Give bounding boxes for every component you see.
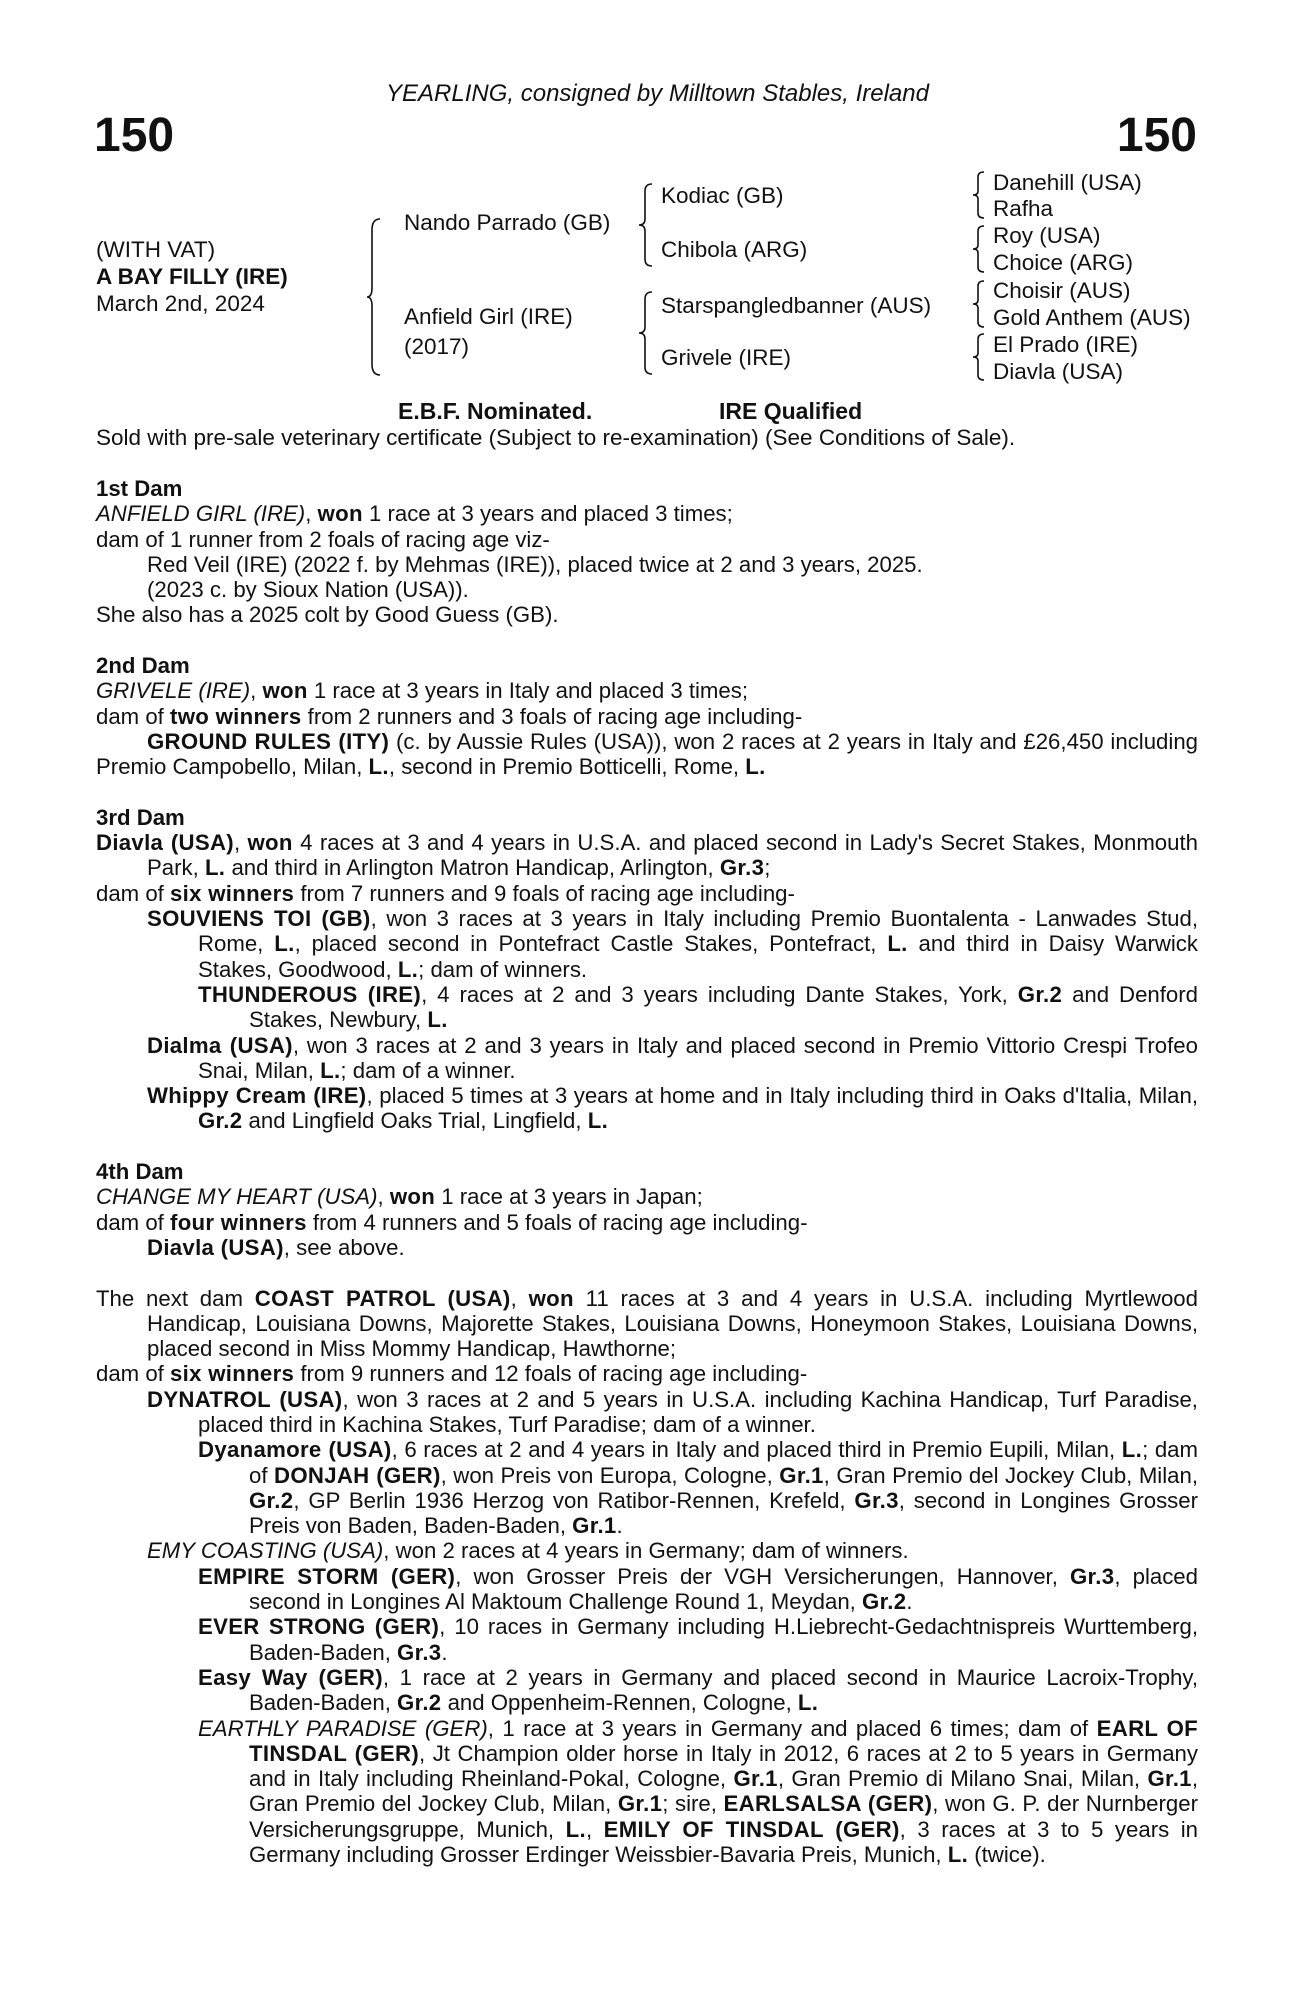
text: ;	[764, 855, 771, 881]
bold-text: won	[262, 678, 308, 704]
bold-text: L.	[587, 1108, 609, 1134]
dam-sire: Starspangledbanner (AUS)	[661, 293, 932, 318]
brace-icon	[638, 291, 654, 375]
bold-text: EMPIRE STORM (GER)	[198, 1563, 456, 1589]
italic-text: ANFIELD GIRL (IRE)	[96, 501, 306, 527]
ire-qualified-badge: IRE Qualified	[719, 398, 863, 424]
bold-text: Gr.3	[854, 1487, 899, 1513]
bold-text: won	[528, 1285, 574, 1311]
ancestor-g3: Diavla (USA)	[993, 359, 1124, 384]
pedigree-paragraph	[96, 1033, 1198, 1084]
pedigree-paragraph	[96, 982, 1198, 1033]
text: Red Veil (IRE) (2022 f. by Mehmas (IRE)), placed twice at 2 and 3 years, 2025.	[147, 551, 923, 577]
pedigree-paragraph	[96, 552, 1198, 577]
dam-section	[96, 476, 1198, 628]
text: .	[906, 1589, 913, 1615]
text: ,	[305, 501, 318, 527]
bold-text: Gr.3	[719, 855, 765, 881]
bold-text: L.	[274, 931, 295, 957]
pedigree-paragraph	[96, 1083, 1198, 1134]
text: , 1 race at 3 years in Germany and placed 6 times; dam of	[487, 1715, 1097, 1741]
text: and Oppenheim-Rennen, Cologne,	[441, 1690, 798, 1716]
text: ; dam of a winner.	[340, 1057, 516, 1083]
bold-text: Diavla (USA)	[96, 830, 234, 856]
bold-text: Gr.1	[572, 1513, 617, 1539]
pedigree-paragraph	[96, 881, 1198, 906]
text: ,	[377, 1184, 390, 1210]
text: ,	[233, 830, 248, 856]
bold-text: won	[247, 830, 293, 856]
ancestor-g3: Gold Anthem (AUS)	[993, 305, 1191, 330]
bold-text: L.	[947, 1842, 969, 1868]
text: 1 race at 3 years and placed 3 times;	[362, 501, 733, 527]
text: , 10 races in Germany including H.Liebrecht-Gedachtnispreis Wurttemberg, Baden-Baden,	[249, 1614, 1199, 1665]
bold-text: Gr.1	[779, 1462, 824, 1488]
sale-note: Sold with pre-sale veterinary certificate (Subject to re-examination) (See Conditions of Sale).	[96, 425, 1016, 450]
brace-icon	[972, 280, 986, 328]
text: , Jt Champion older horse in Italy in 2012, 6 races at 2 to 5 years in Germany and in Italy including Rheinland-Pokal, Cologne,	[249, 1740, 1198, 1792]
text: , 4 races at 2 and 3 years including Dante Stakes, York,	[421, 981, 1018, 1007]
brace-icon	[972, 225, 986, 273]
lot-number-right: 150	[1116, 109, 1197, 162]
horse-name: A BAY FILLY (IRE)	[96, 264, 288, 289]
text: The next dam	[96, 1285, 255, 1311]
ancestor-g3: Danehill (USA)	[993, 170, 1142, 195]
pedigree-paragraph	[96, 1665, 1198, 1716]
pedigree-paragraph	[96, 1387, 1198, 1438]
text: (2023 c. by Sioux Nation (USA)).	[147, 577, 469, 603]
pedigree-paragraph	[96, 527, 1198, 552]
ancestor-g3: Choisir (AUS)	[993, 278, 1131, 303]
dam: Anfield Girl (IRE)	[404, 304, 573, 329]
bold-text: EVER STRONG (GER)	[198, 1614, 440, 1640]
text: 1 race at 3 years in Italy and placed 3 times;	[307, 678, 749, 704]
italic-text: EMY COASTING (USA)	[147, 1538, 384, 1564]
italic-text: CHANGE MY HEART (USA)	[96, 1184, 378, 1210]
text: , won 2 races at 4 years in Germany; dam of winners.	[383, 1538, 909, 1564]
text: , won Preis von Europa, Cologne,	[440, 1462, 780, 1488]
bold-text: L.	[887, 931, 908, 957]
bold-text: SOUVIENS TOI (GB)	[147, 906, 371, 932]
ancestor-g3: Choice (ARG)	[993, 250, 1134, 275]
text: , won Grosser Preis der VGH Versicherungen, Hannover,	[455, 1563, 1070, 1589]
section-heading: 1st Dam	[96, 476, 183, 501]
text: from 4 runners and 5 foals of racing age including-	[306, 1209, 808, 1235]
bold-text: GROUND RULES (ITY)	[147, 728, 390, 754]
bold-text: L.	[1121, 1437, 1143, 1463]
text: 11 races at 3 and 4 years in U.S.A. including Myrtlewood Handicap, Louisiana Downs, Majorette Stakes, Louisiana Downs, Honeymoon Stakes, Louisiana Downs, placed second in Miss Mommy Handicap, Hawthorne;	[147, 1285, 1198, 1362]
bold-text: L.	[745, 754, 766, 780]
text: ,	[510, 1285, 529, 1311]
bold-text: six winners	[170, 880, 295, 906]
dam-section	[96, 1286, 1198, 1868]
bold-text: Easy Way (GER)	[198, 1664, 383, 1690]
bold-text: two winners	[170, 703, 302, 729]
dam-year: (2017)	[404, 334, 470, 359]
pedigree-paragraph	[96, 830, 1198, 881]
italic-text: GRIVELE (IRE)	[96, 678, 251, 704]
ancestor-g3: El Prado (IRE)	[993, 332, 1139, 357]
sire-dam: Chibola (ARG)	[661, 237, 808, 262]
bold-text: EARL OF TINSDAL (GER)	[249, 1715, 1198, 1766]
text: .	[616, 1513, 623, 1539]
text: , GP Berlin 1936 Herzog von Ratibor-Rennen, Krefeld,	[293, 1487, 855, 1513]
bold-text: won	[317, 501, 363, 527]
section-heading: 4th Dam	[96, 1159, 184, 1185]
text: and third in Arlington Matron Handicap, Arlington,	[225, 855, 720, 881]
pedigree-paragraph	[96, 1235, 1198, 1260]
text: from 9 runners and 12 foals of racing age including-	[294, 1361, 808, 1387]
text: dam of	[96, 703, 170, 729]
dam-section	[96, 1159, 1198, 1260]
brace-icon	[366, 218, 382, 376]
bold-text: L.	[427, 1007, 448, 1033]
text: (c. by Aussie Rules (USA)), won 2 races at 2 years in Italy and £26,450 including Premio Campobello, Milan,	[96, 728, 1199, 780]
bold-text: Gr.2	[198, 1108, 243, 1134]
text: , placed 5 times at 3 years at home and in Italy including third in Oaks d'Italia, Milan,	[366, 1083, 1198, 1109]
text: and third in Daisy Warwick Stakes, Goodwood,	[198, 931, 1198, 982]
text: ,	[585, 1816, 604, 1842]
pedigree-paragraph	[96, 678, 1198, 703]
pedigree-paragraph	[96, 602, 1198, 627]
bold-text: Whippy Cream (IRE)	[147, 1083, 367, 1109]
pedigree-paragraph	[96, 1184, 1198, 1209]
bold-text: EARLSALSA (GER)	[723, 1791, 933, 1817]
text: , placed second in Longines Al Maktoum Challenge Round 1, Meydan,	[249, 1563, 1198, 1615]
text: , won G. P. der Nurnberger Versicherungsgruppe, Munich,	[249, 1791, 1198, 1842]
bold-text: Gr.3	[1069, 1563, 1115, 1589]
bold-text: won	[389, 1184, 436, 1210]
pedigree-paragraph	[96, 1437, 1198, 1538]
text: ; dam of	[249, 1437, 1198, 1488]
pedigree-paragraph	[96, 906, 1198, 982]
ancestor-g3: Roy (USA)	[993, 223, 1101, 248]
section-heading: 3rd Dam	[96, 804, 185, 830]
bold-text: Dyanamore (USA)	[198, 1437, 392, 1463]
dam-section	[96, 805, 1198, 1134]
vat-note: (WITH VAT)	[96, 237, 216, 262]
bold-text: L.	[204, 855, 226, 881]
pedigree-paragraph	[96, 501, 1198, 526]
catalogue-body	[96, 476, 1198, 1893]
ancestor-g3: Rafha	[993, 196, 1054, 221]
pedigree-paragraph	[96, 1361, 1198, 1386]
text: ; dam of winners.	[418, 956, 588, 982]
bold-text: L.	[397, 956, 419, 982]
text: , Gran Premio di Milano Snai, Milan,	[777, 1766, 1148, 1792]
brace-icon	[972, 333, 986, 381]
sire-sire: Kodiac (GB)	[661, 183, 784, 208]
text: , second in Longines Grosser Preis von Baden, Baden-Baden,	[249, 1487, 1199, 1539]
text: She also has a 2025 colt by Good Guess (GB).	[96, 602, 559, 628]
bold-text: THUNDEROUS (IRE)	[198, 981, 422, 1007]
bold-text: COAST PATROL (USA)	[254, 1285, 511, 1311]
text: , won 3 races at 2 and 5 years in U.S.A. including Kachina Handicap, Turf Paradise, placed third in Kachina Stakes, Turf Paradise; dam of a winner.	[198, 1386, 1198, 1437]
pedigree-paragraph	[96, 1286, 1198, 1362]
bold-text: Diavla (USA)	[147, 1234, 284, 1260]
pedigree-paragraph	[96, 1564, 1198, 1615]
sire: Nando Parrado (GB)	[404, 210, 611, 235]
pedigree-paragraph	[96, 704, 1198, 729]
bold-text: four winners	[170, 1209, 307, 1235]
text: from 7 runners and 9 foals of racing age including-	[294, 880, 795, 906]
dam-dam: Grivele (IRE)	[661, 345, 792, 370]
text: dam of	[96, 1361, 170, 1387]
text: ,	[250, 678, 263, 704]
text: , see above.	[283, 1234, 405, 1260]
brace-icon	[638, 183, 654, 267]
bold-text: Gr.1	[617, 1791, 663, 1817]
bold-text: Gr.2	[397, 1690, 442, 1716]
pedigree-paragraph	[96, 1716, 1198, 1868]
text: and Denford Stakes, Newbury,	[249, 981, 1198, 1033]
bold-text: Gr.1	[733, 1766, 778, 1792]
text: ; sire,	[662, 1791, 724, 1817]
text: , placed second in Pontefract Castle Stakes, Pontefract,	[294, 931, 888, 957]
bold-text: L.	[368, 754, 389, 780]
pedigree-paragraph	[96, 1614, 1198, 1665]
brace-icon	[972, 171, 986, 219]
bold-text: Gr.2	[862, 1589, 907, 1615]
text: , 6 races at 2 and 4 years in Italy and placed third in Premio Eupili, Milan,	[391, 1437, 1122, 1463]
lot-number-left: 150	[94, 109, 175, 162]
text: , Gran Premio del Jockey Club, Milan,	[823, 1462, 1199, 1488]
pedigree-paragraph	[96, 729, 1198, 780]
text: 4 races at 3 and 4 years in U.S.A. and placed second in Lady's Secret Stakes, Monmouth Park,	[147, 830, 1198, 881]
bold-text: L.	[565, 1816, 586, 1842]
text: 1 race at 3 years in Japan;	[435, 1184, 703, 1210]
pedigree-paragraph	[96, 577, 1198, 602]
text: dam of	[96, 1209, 170, 1235]
text: and Lingfield Oaks Trial, Lingfield,	[242, 1108, 588, 1134]
foaling-date: March 2nd, 2024	[96, 291, 265, 316]
bold-text: DONJAH (GER)	[274, 1462, 441, 1488]
bold-text: L.	[320, 1057, 341, 1083]
bold-text: L.	[797, 1690, 819, 1716]
ebf-badge: E.B.F. Nominated.	[398, 398, 593, 424]
bold-text: EMILY OF TINSDAL (GER)	[603, 1816, 900, 1842]
pedigree-paragraph	[96, 1210, 1198, 1235]
bold-text: Gr.2	[249, 1487, 294, 1513]
bold-text: six winners	[170, 1361, 295, 1387]
text: .	[441, 1639, 448, 1665]
text: from 2 runners and 3 foals of racing age including-	[301, 703, 803, 729]
dam-section	[96, 653, 1198, 779]
text: , won 3 races at 2 and 3 years in Italy and placed second in Premio Vittorio Crespi Trofeo Snai, Milan,	[198, 1032, 1198, 1083]
text: , second in Premio Botticelli, Rome,	[388, 754, 746, 780]
text: (twice).	[968, 1842, 1046, 1868]
bold-text: Gr.2	[1017, 981, 1063, 1007]
text: , 1 race at 2 years in Germany and placed second in Maurice Lacroix-Trophy, Baden-Baden,	[249, 1664, 1198, 1716]
pedigree-paragraph	[96, 1538, 1198, 1563]
consignor-line: YEARLING, consigned by Milltown Stables, Ireland	[386, 80, 929, 107]
bold-text: DYNATROL (USA)	[147, 1386, 343, 1412]
bold-text: Dialma (USA)	[147, 1032, 293, 1058]
text: , Gran Premio del Jockey Club, Milan,	[249, 1766, 1198, 1817]
italic-text: EARTHLY PARADISE (GER)	[198, 1715, 488, 1741]
bold-text: Gr.3	[397, 1639, 442, 1665]
text: dam of 1 runner from 2 foals of racing age viz-	[96, 526, 550, 552]
text: dam of	[96, 880, 170, 906]
section-heading: 2nd Dam	[96, 653, 190, 679]
text: , won 3 races at 3 years in Italy including Premio Buontalenta - Lanwades Stud, Rome,	[198, 906, 1198, 957]
bold-text: Gr.1	[1147, 1766, 1192, 1792]
text: , 3 races at 3 to 5 years in Germany including Grosser Erdinger Weissbier-Bavaria Preis, Munich,	[249, 1816, 1198, 1868]
